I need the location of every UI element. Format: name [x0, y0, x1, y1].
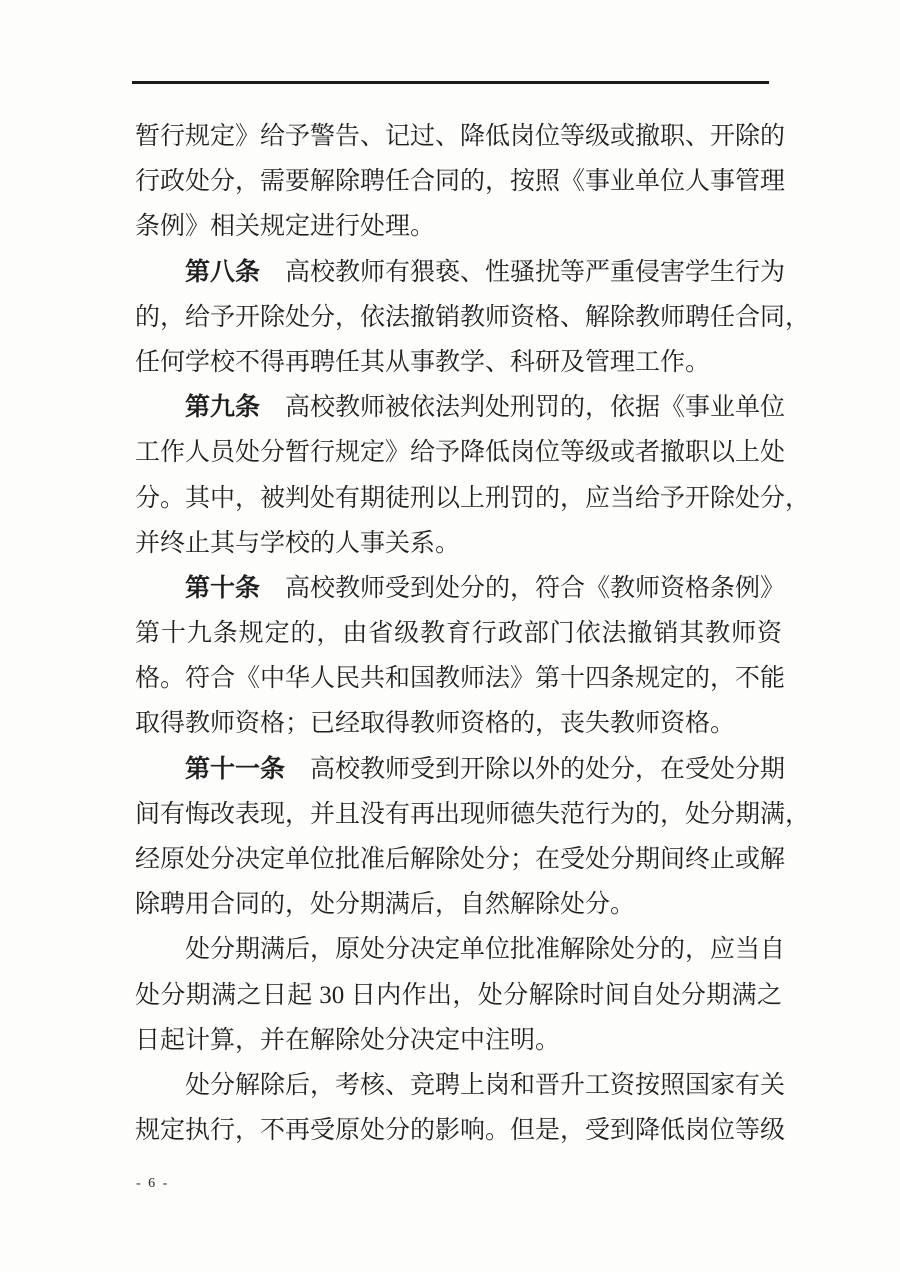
line-text: 经原处分决定单位批准后解除处分；在受处分期间终止或解: [135, 846, 786, 873]
text-line: [135, 792, 811, 837]
line-text: 规定执行，不再受原处分的影响。但是，受到降低岗位等级: [135, 1117, 786, 1145]
text-line: [135, 1018, 782, 1063]
text-line: [135, 656, 786, 701]
line-text: 分。其中，被判处有期徒刑以上刑罚的，应当给予开除处分，: [135, 484, 811, 512]
text-line: [135, 476, 811, 521]
text-line: [135, 204, 782, 249]
text-line: [135, 701, 782, 746]
line-text: 间有悔改表现，并且没有再出现师德失范行为的，处分期满，: [135, 800, 811, 828]
line-text: 条例》相关规定进行处理。: [135, 213, 436, 241]
text-line: [135, 521, 782, 566]
line-text: 处分期满后，原处分决定单位批准解除处分的，应当自: [185, 936, 786, 964]
page-number: - 6 -: [136, 1176, 170, 1191]
text-line: [135, 159, 786, 204]
line-text: 的，给予开除处分，依法撤销教师资格、解除教师聘任合同，: [135, 303, 811, 331]
line-text: 并终止其与学校的人事关系。: [135, 529, 461, 557]
text-line: [135, 927, 786, 972]
line-text: 处分期满之日起 30 日内作出，处分解除时间自处分期满之: [135, 981, 782, 1009]
line-text: 日起计算，并在解除处分决定中注明。: [135, 1026, 561, 1054]
text-line: [135, 611, 782, 656]
article-number: 第八条: [185, 257, 261, 286]
text-line: [135, 430, 786, 475]
line-text: 行政处分，需要解除聘任合同的，按照《事业单位人事管理: [135, 168, 786, 196]
text-line: [135, 566, 786, 611]
line-text: 任何学校不得再聘任其从事教学、科研及管理工作。: [135, 348, 711, 376]
line-text: 高校教师有猥亵、性骚扰等严重侵害学生行为: [260, 258, 786, 286]
line-text: 除聘用合同的，处分期满后，自然解除处分。: [135, 891, 636, 919]
line-text: 格。符合《中华人民共和国教师法》第十四条规定的，不能: [135, 665, 786, 693]
text-line: [135, 1108, 786, 1153]
text-line: [135, 385, 786, 430]
line-text: 取得教师资格；已经取得教师资格的，丧失教师资格。: [135, 710, 736, 738]
text-line: [135, 973, 782, 1018]
text-line: [135, 747, 786, 792]
article-number: 第十条: [185, 573, 261, 602]
line-text: 高校教师受到处分的，符合《教师资格条例》: [260, 574, 786, 602]
header-rule: [132, 81, 769, 84]
text-line: [135, 837, 786, 882]
text-line: [135, 1063, 786, 1108]
text-line: [135, 250, 786, 295]
line-text: 工作人员处分暂行规定》给予降低岗位等级或者撤职以上处: [135, 439, 786, 467]
text-line: [135, 295, 811, 340]
line-text: 高校教师受到开除以外的处分，在受处分期: [285, 755, 786, 783]
article-number: 第十一条: [185, 754, 286, 783]
line-text: 暂行规定》给予警告、记过、降低岗位等级或撤职、开除的: [135, 123, 786, 150]
line-text: 高校教师被依法判处刑罚的，依据《事业单位: [260, 394, 786, 422]
text-line: [135, 340, 782, 385]
text-line: [135, 114, 786, 159]
text-line: [135, 882, 782, 927]
line-text: 处分解除后，考核、竞聘上岗和晋升工资按照国家有关: [185, 1071, 786, 1099]
article-number: 第九条: [185, 393, 261, 422]
line-text: 第十九条规定的，由省级教育行政部门依法撤销其教师资: [135, 620, 782, 648]
document-body: [135, 114, 811, 1153]
